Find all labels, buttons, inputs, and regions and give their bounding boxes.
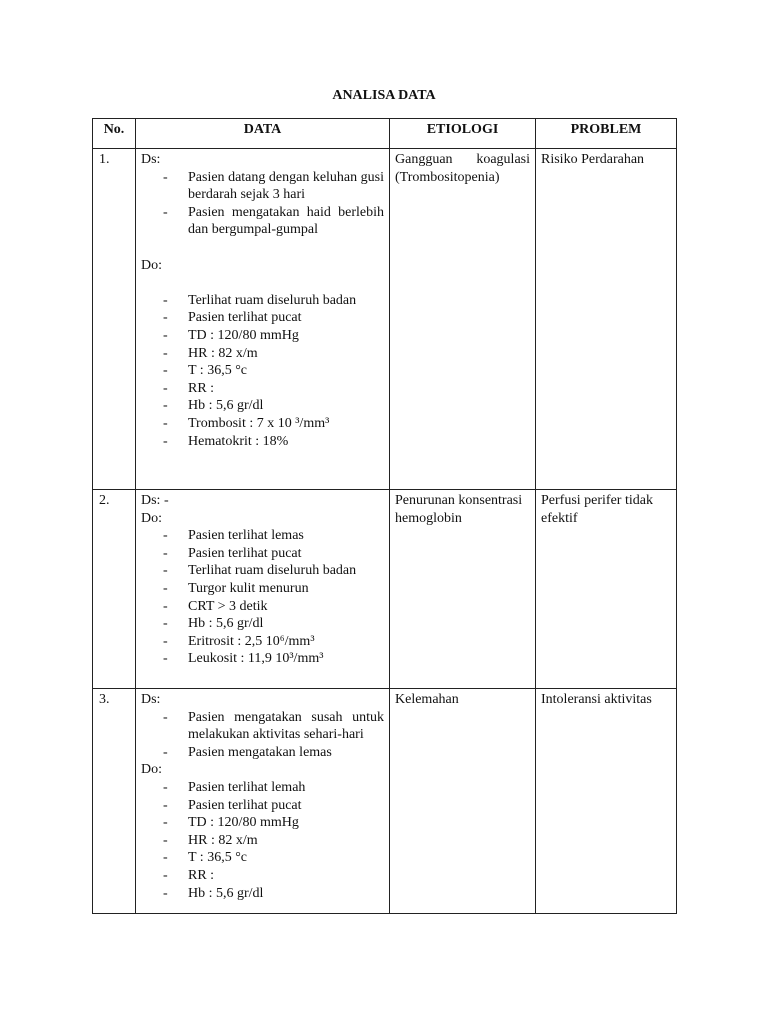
list-item: - Pasien datang dengan keluhan gusi berdarah sejak 3 hari xyxy=(163,169,384,204)
list-item: - HR : 82 x/m xyxy=(163,832,384,850)
ds-label: Ds: - xyxy=(141,493,169,508)
list-item: - Hb : 5,6 gr/dl xyxy=(163,615,384,633)
ds-label: Ds: xyxy=(141,692,161,707)
ds-list xyxy=(141,169,384,239)
list-item: - TD : 120/80 mmHg xyxy=(163,327,384,345)
list-item: - TD : 120/80 mmHg xyxy=(163,814,384,832)
list-item: - Eritrosit : 2,5 10⁶/mm³ xyxy=(163,633,384,651)
etiologi-cell: Penurunan konsentrasi hemoglobin xyxy=(390,490,536,689)
data-cell xyxy=(136,149,390,490)
list-item: - Pasien mengatakan lemas xyxy=(163,744,384,762)
list-item: - Pasien terlihat lemah xyxy=(163,779,384,797)
data-cell xyxy=(136,689,390,914)
row-number: 2. xyxy=(93,490,136,689)
list-item: - Pasien terlihat lemas xyxy=(163,527,384,545)
ds-label: Ds: xyxy=(141,152,161,167)
problem-cell: Intoleransi aktivitas xyxy=(536,689,677,914)
list-item: - T : 36,5 °c xyxy=(163,849,384,867)
problem-cell: Perfusi perifer tidak efektif xyxy=(536,490,677,689)
do-list xyxy=(141,779,384,902)
do-label: Do: xyxy=(141,257,162,273)
header-data: DATA xyxy=(136,119,390,149)
list-item: - Pasien terlihat pucat xyxy=(163,309,384,327)
do-label: Do: xyxy=(141,510,162,526)
list-item: - T : 36,5 °c xyxy=(163,362,384,380)
etiologi-cell: Gangguan koagulasi (Trombositopenia) xyxy=(390,149,536,490)
header-problem: PROBLEM xyxy=(536,119,677,149)
etiologi-cell: Kelemahan xyxy=(390,689,536,914)
list-item: - Pasien terlihat pucat xyxy=(163,545,384,563)
list-item: - Pasien mengatakan haid berlebih dan bergumpal-gumpal xyxy=(163,204,384,239)
data-cell xyxy=(136,490,390,689)
list-item: - RR : xyxy=(163,867,384,885)
list-item: - Turgor kulit menurun xyxy=(163,580,384,598)
list-item: - Hematokrit : 18% xyxy=(163,433,384,451)
list-item: - Pasien terlihat pucat xyxy=(163,797,384,815)
list-item: - Hb : 5,6 gr/dl xyxy=(163,397,384,415)
row-number: 3. xyxy=(93,689,136,914)
do-list xyxy=(141,292,384,450)
table-header-row xyxy=(93,119,677,149)
list-item: - RR : xyxy=(163,380,384,398)
list-item: - Terlihat ruam diseluruh badan xyxy=(163,292,384,310)
header-no: No. xyxy=(93,119,136,149)
document-title: ANALISA DATA xyxy=(332,88,436,103)
do-list xyxy=(141,527,384,668)
ds-list xyxy=(141,709,384,762)
table-row xyxy=(93,689,677,914)
list-item: - Pasien mengatakan susah untuk melakukan aktivitas sehari-hari xyxy=(163,709,384,744)
analysis-table xyxy=(92,118,677,914)
list-item: - Hb : 5,6 gr/dl xyxy=(163,885,384,903)
do-label: Do: xyxy=(141,762,162,778)
list-item: - HR : 82 x/m xyxy=(163,345,384,363)
list-item: - Leukosit : 11,9 10³/mm³ xyxy=(163,650,384,668)
list-item: - Trombosit : 7 x 10 ³/mm³ xyxy=(163,415,384,433)
header-etiologi: ETIOLOGI xyxy=(390,119,536,149)
problem-cell: Risiko Perdarahan xyxy=(536,149,677,490)
table-row xyxy=(93,490,677,689)
row-number: 1. xyxy=(93,149,136,490)
list-item: - CRT > 3 detik xyxy=(163,598,384,616)
table-row xyxy=(93,149,677,490)
list-item: - Terlihat ruam diseluruh badan xyxy=(163,562,384,580)
